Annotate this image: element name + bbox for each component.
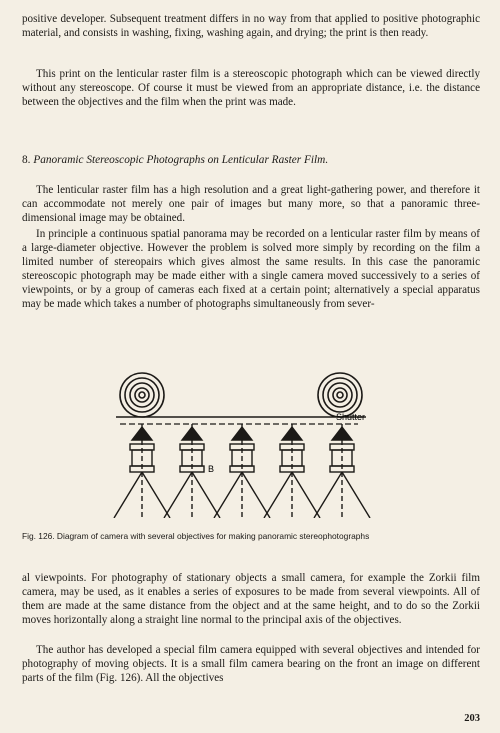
paragraph-resolution: The lenticular raster film has a high resolution and a great light-gathering power, and therefore it can accommodate not merely one pair of images but many more, so that a panoramic three-dimensional image may be obtained. (22, 184, 480, 224)
right-film-reel (318, 373, 362, 417)
objective-5 (314, 424, 370, 518)
objective-3 (214, 424, 270, 518)
label-b: B (208, 464, 215, 474)
objective-1 (114, 424, 170, 518)
camera-diagram (96, 368, 396, 518)
section-heading (22, 153, 480, 167)
left-film-reel (120, 373, 164, 417)
figure-caption: Fig. 126. Diagram of camera with several objectives for making panoramic stereophotographs (22, 531, 370, 541)
objective-4 (264, 424, 320, 518)
page-number: 203 (464, 713, 480, 724)
section-number: 8. (22, 154, 31, 166)
paragraph-continuation: positive developer. Subsequent treatment differs in no way from that applied to positive photographic material, and consists in washing, fixing, washing again, and drying; the print is then ready. (22, 13, 480, 39)
paragraph-panorama-principle: In principle a continuous spatial panorama may be recorded on a lenticular raster film by means of a large-diameter objective. However the problem is solved more simply by recording on the film a limited number of stereopairs which gives almost the same results. In this case the panoramic stereoscopic photograph may be made either with a single camera moved successively to a series of viewpoints, or by a group of cameras each fixed at a certain point; alternatively a special apparatus may be made which takes a number of photographs simultaneously from sever- (22, 228, 480, 310)
paragraph-viewpoints: al viewpoints. For photography of stationary objects a small camera, for example the Zorkii film camera, may be used, as it enables a series of exposures to be made from several viewpoints. All of them are made at the same distance from the object and at the same height, and to do so the Zorkii moves horizontally along a straight line normal to the principal axis of the objectives. (22, 572, 480, 626)
paragraph-special-camera: The author has developed a special film camera equipped with several objectives and intended for photography of moving objects. It is a small film camera bearing on the front an image on different parts of the film (Fig. 126). All the objectives (22, 644, 480, 684)
section-title: Panoramic Stereoscopic Photographs on Lenticular Raster Film. (33, 154, 329, 166)
shutter-label: Shutter (336, 412, 366, 422)
paragraph-print-viewing: This print on the lenticular raster film is a stereoscopic photograph which can be viewed directly without any stereoscope. Of course it must be viewed from an appropriate distance, i.e. the distance between the objectives and the film when the print was made. (22, 68, 480, 108)
